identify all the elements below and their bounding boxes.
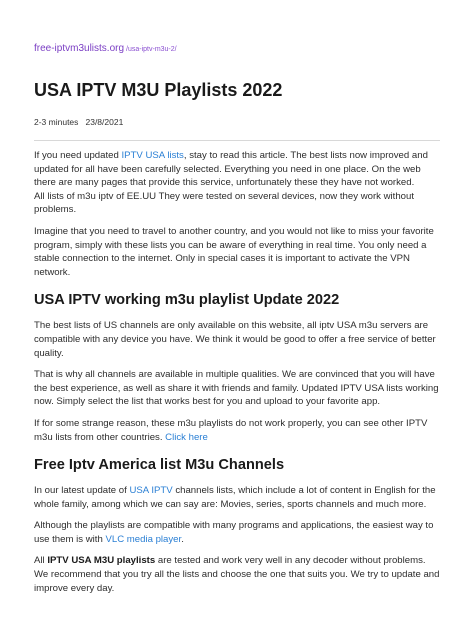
intro-paragraph-2: All lists of m3u iptv of EE.UU They were tested on several devices, now they work without problems. <box>34 190 415 216</box>
usa-iptv-link[interactable]: USA IPTV <box>129 485 173 497</box>
section1-paragraph-3 <box>34 417 440 444</box>
click-here-link[interactable]: Click here <box>165 431 208 443</box>
source-url <box>34 42 440 57</box>
section2-paragraph-1 <box>34 484 440 511</box>
vlc-media-player-link[interactable]: VLC media player <box>105 533 182 545</box>
source-path: /usa-iptv-m3u-2/ <box>126 46 177 53</box>
section-heading-free-america-list: Free Iptv America list M3u Channels <box>34 457 285 474</box>
text: channels lists, which include a lot of content in English for the whole family, among which we can say are: Movies, series, sports channels and much more. <box>34 485 436 510</box>
iptv-usa-lists-link[interactable]: IPTV USA lists <box>121 150 184 161</box>
text: In our latest update of <box>34 485 130 497</box>
section-heading-working-playlist: USA IPTV working m3u playlist Update 2022 <box>34 292 340 309</box>
text: , stay to read this article. The best lists now improved and updated for all have been carefully selected. Everything you need in one place. On the web there are many pages that provide this service, unfortunately these they have not worked. <box>34 150 428 189</box>
divider <box>34 140 440 141</box>
reading-time-and-date: 2-3 minutes 23/8/2021 <box>34 117 124 127</box>
text: are tested and work very well in any decoder without problems. We recommend that you try all the lists and choose the one that suits you. We try to update and improve every day. <box>34 555 440 594</box>
section2-paragraph-2 <box>34 519 440 546</box>
text: All <box>34 555 48 567</box>
text: If for some strange reason, these m3u playlists do not work properly, you can see other IPTV m3u lists from other countries. <box>34 417 428 443</box>
bold-text: IPTV USA M3U playlists <box>47 555 156 567</box>
text: Although the playlists are compatible with many programs and applications, the easiest way to use them is with <box>34 520 434 545</box>
page-title: USA IPTV M3U Playlists 2022 <box>34 80 283 100</box>
section1-paragraph-1: The best lists of US channels are only available on this website, all iptv USA m3u servers are compatible with any device you have. We think it would be good to offer a free service of better quality. <box>34 320 436 359</box>
text: . <box>181 533 184 545</box>
section2-paragraph-3 <box>34 554 440 595</box>
source-site-link[interactable]: free-iptvm3ulists.org <box>34 43 125 54</box>
intro-paragraph-3: Imagine that you need to travel to another country, and you would not like to miss your favorite program, simply with these lists you can be aware of everything in real time. You only need a stable connection to the internet. Only in special cases it is important to activate the VPN network. <box>34 225 434 278</box>
intro-paragraph-1 <box>34 149 440 190</box>
section1-paragraph-2: That is why all channels are available in multiple qualities. We are convinced that you will have the best experience, as well as share it with friends and family. Updated IPTV USA lists working now. Simply select the list that works best for you and upload to your favorite app. <box>34 369 439 408</box>
text: If you need updated <box>34 150 122 161</box>
